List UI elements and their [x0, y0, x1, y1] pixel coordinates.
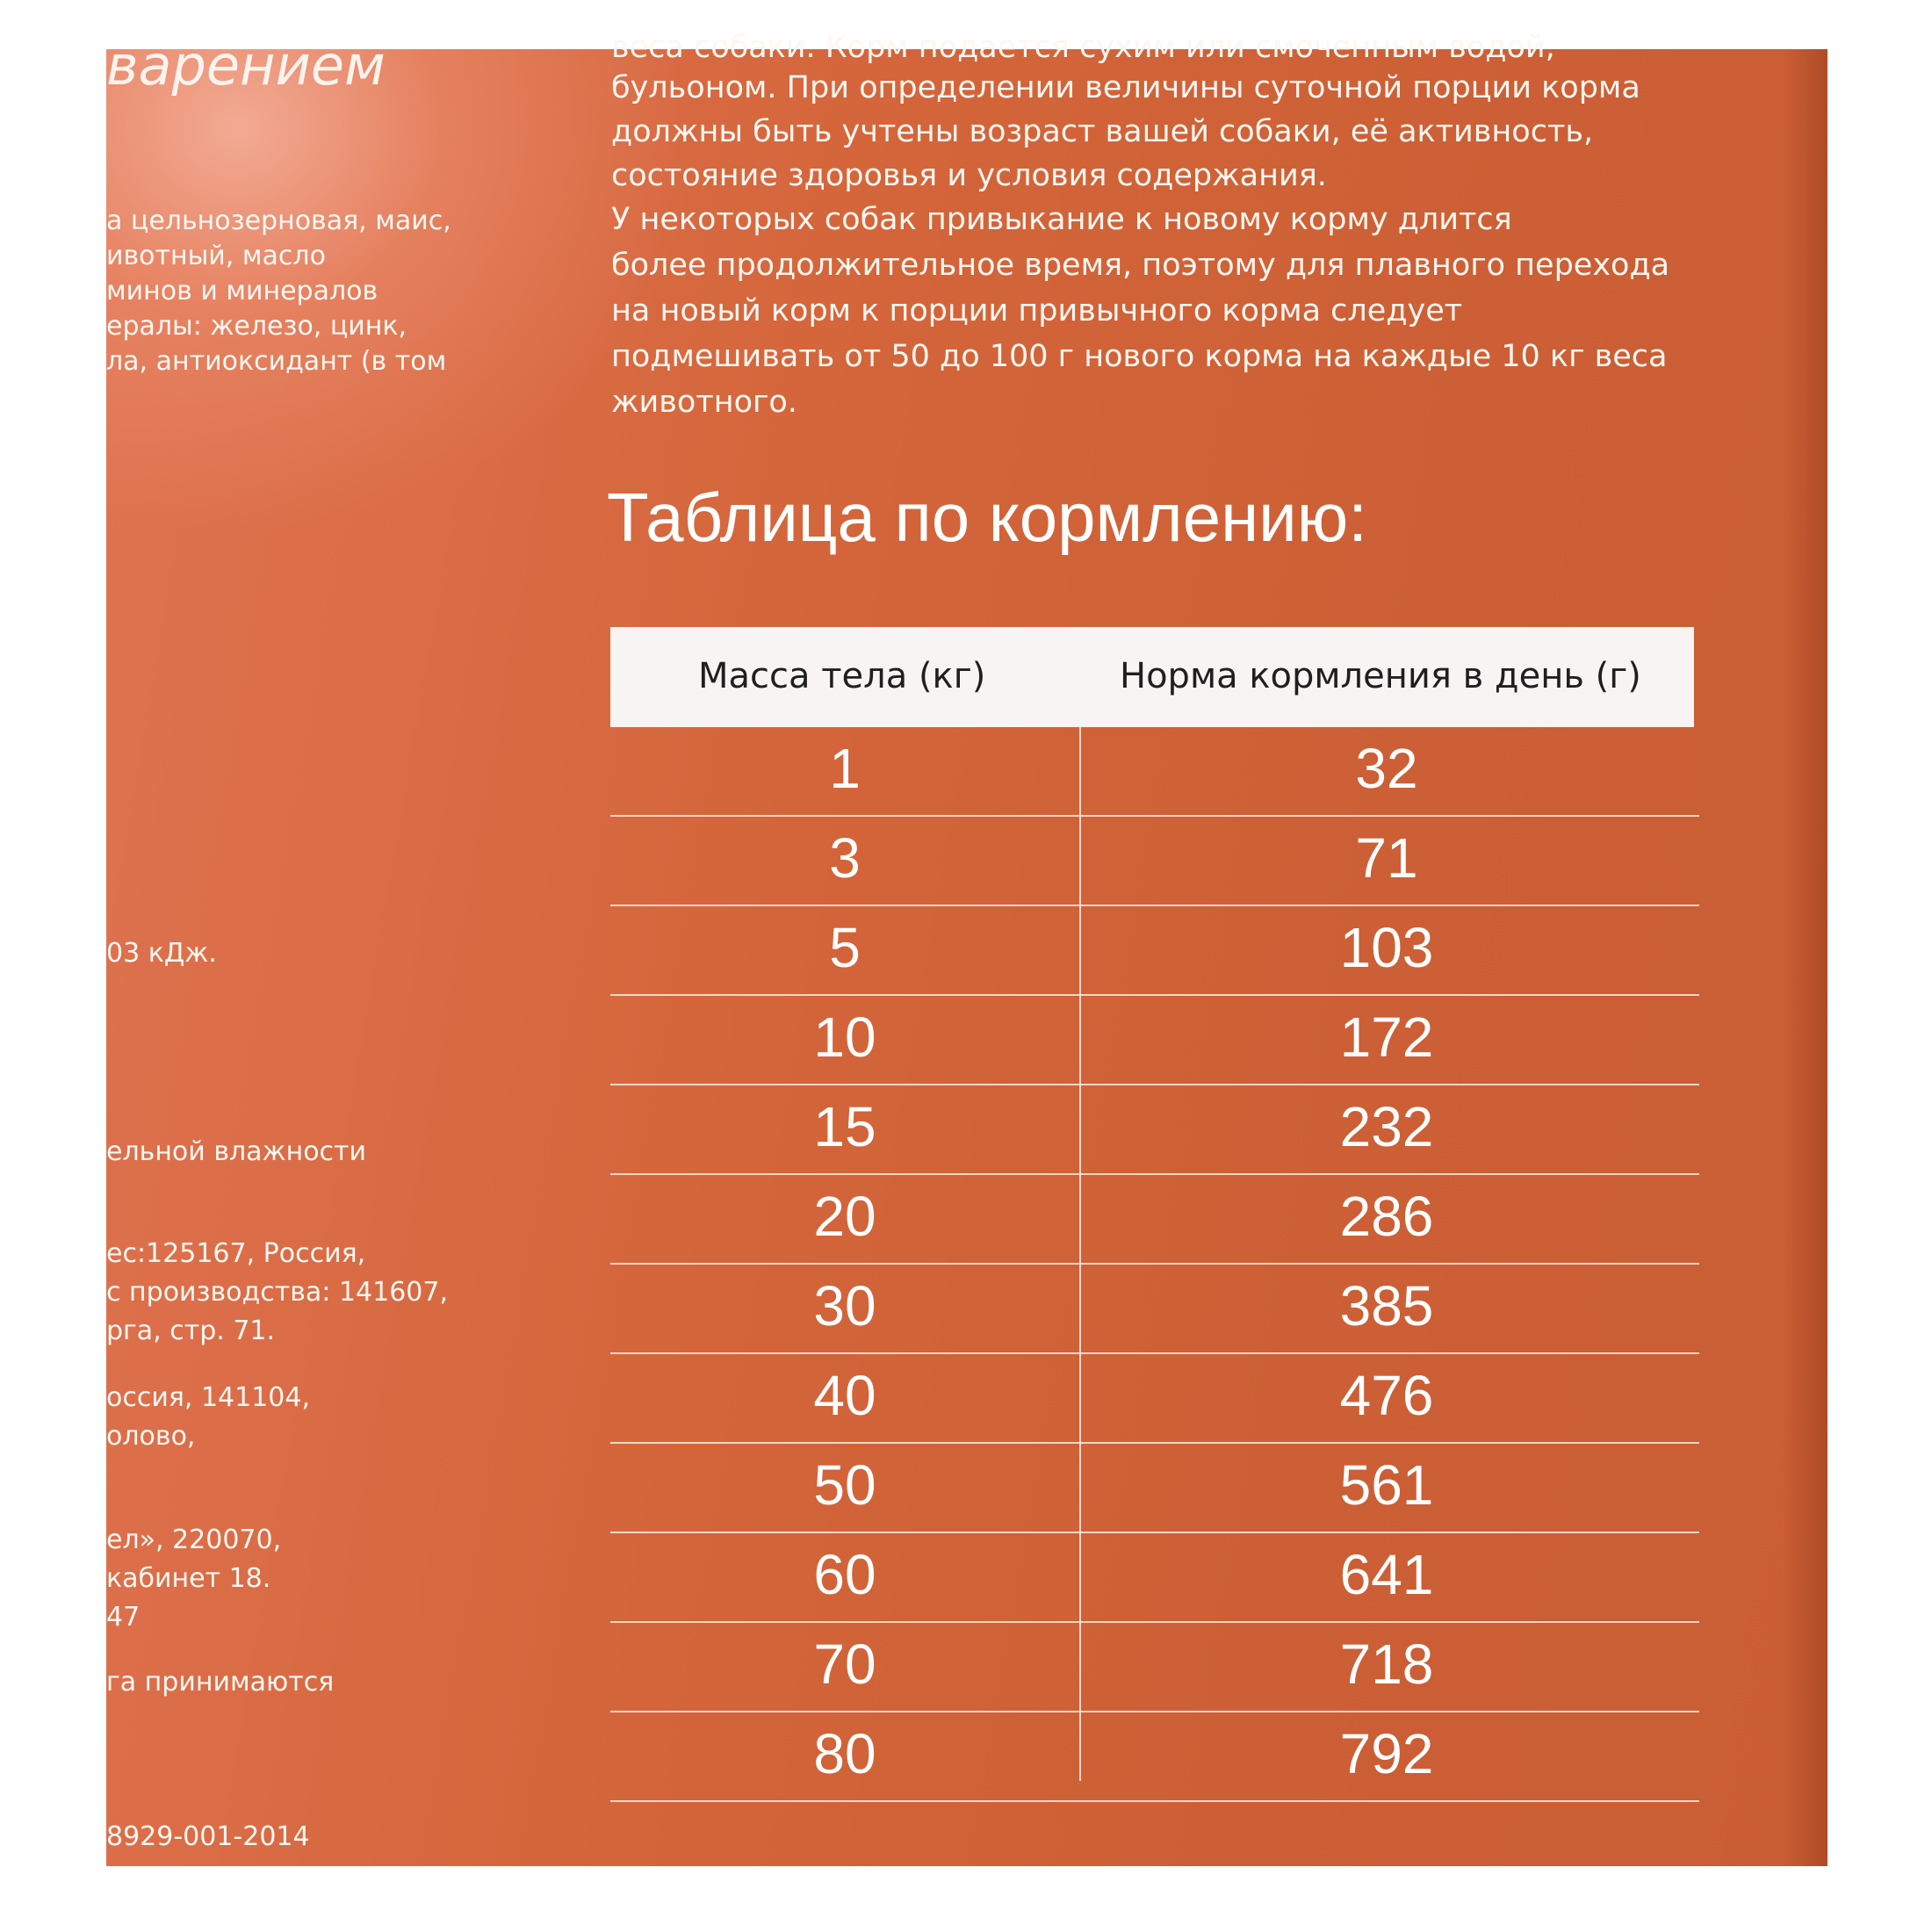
left-text-fragment: 03 кДж.: [106, 938, 217, 969]
body-mass-cell: 20: [813, 1185, 876, 1248]
description-line: подмешивать от 50 до 100 г нового корма на каждые 10 кг веса: [611, 339, 1668, 374]
description-line: веса собаки. Корм подается сухим или смоченным водой,: [611, 30, 1555, 65]
description-line: на новый корм к порции привычного корма следует: [611, 293, 1463, 328]
table-row: [610, 1175, 1699, 1265]
left-text-fragment: а цельнозерновая, маис,: [106, 205, 451, 236]
left-text-fragment: рга, стр. 71.: [106, 1316, 276, 1346]
body-mass-cell: 50: [813, 1453, 876, 1517]
feeding-table-body: [610, 727, 1699, 1802]
daily-norm-cell: 561: [1339, 1453, 1434, 1517]
body-mass-cell: 60: [813, 1543, 876, 1606]
body-mass-cell: 40: [813, 1364, 876, 1427]
left-title-fragment: варением: [106, 33, 386, 97]
description-line: У некоторых собак привыкание к новому корму длится: [611, 202, 1512, 237]
table-row: [610, 1265, 1699, 1354]
left-text-fragment: ел», 220070,: [106, 1525, 282, 1555]
left-text-fragment: ла, антиоксидант (в том: [106, 346, 447, 377]
left-text-fragment: кабинет 18.: [106, 1563, 271, 1594]
daily-norm-cell: 476: [1339, 1364, 1434, 1427]
daily-norm-cell: 641: [1339, 1543, 1434, 1606]
left-text-fragment: ивотный, масло: [106, 241, 326, 271]
body-mass-cell: 80: [813, 1722, 876, 1785]
left-text-fragment: с производства: 141607,: [106, 1277, 449, 1308]
daily-norm-cell: 32: [1355, 737, 1418, 800]
daily-norm-cell: 172: [1339, 1006, 1434, 1069]
left-text-fragment: оссия, 141104,: [106, 1382, 311, 1413]
description-line: состояние здоровья и условия содержания.: [611, 158, 1327, 193]
description-line: животного.: [611, 385, 797, 420]
feeding-table-title: Таблица по кормлению:: [607, 479, 1367, 556]
daily-norm-cell: 286: [1339, 1185, 1434, 1248]
table-row: [610, 906, 1699, 996]
description-line: должны быть учтены возраст вашей собаки, её активность,: [611, 114, 1594, 149]
left-text-fragment: 8929-001-2014: [106, 1821, 310, 1852]
daily-norm-cell: 792: [1339, 1722, 1434, 1785]
body-mass-cell: 3: [829, 826, 861, 890]
table-row: [610, 1712, 1699, 1802]
table-row: [610, 817, 1699, 906]
table-row: [610, 1623, 1699, 1712]
daily-norm-cell: 232: [1339, 1095, 1434, 1158]
left-text-fragment: 47: [106, 1602, 141, 1633]
body-mass-cell: 30: [813, 1274, 876, 1337]
daily-norm-cell: 718: [1339, 1633, 1434, 1696]
table-row: [610, 1444, 1699, 1533]
daily-norm-cell: 385: [1339, 1274, 1434, 1337]
left-text-fragment: ералы: железо, цинк,: [106, 311, 407, 342]
daily-norm-cell: 103: [1339, 916, 1434, 979]
feeding-table-header: [610, 627, 1694, 727]
left-text-fragment: олово,: [106, 1421, 196, 1452]
table-row: [610, 1085, 1699, 1175]
body-mass-cell: 10: [813, 1006, 876, 1069]
left-text-fragment: ес:125167, Россия,: [106, 1238, 366, 1269]
body-mass-cell: 1: [829, 737, 861, 800]
body-mass-cell: 15: [813, 1095, 876, 1158]
left-text-fragment: га принимаются: [106, 1667, 335, 1698]
table-row: [610, 996, 1699, 1085]
left-text-fragment: ельной влажности: [106, 1136, 367, 1167]
description-line: более продолжительное время, поэтому для плавного перехода: [611, 248, 1670, 283]
body-mass-cell: 70: [813, 1633, 876, 1696]
package-background: [106, 30, 1827, 1866]
daily-norm-cell: 71: [1355, 826, 1418, 890]
body-mass-cell: 5: [829, 916, 861, 979]
header-daily-norm: Норма кормления в день (г): [1120, 656, 1641, 696]
header-body-mass: Масса тела (кг): [698, 656, 986, 696]
description-line: бульоном. При определении величины суточной порции корма: [611, 70, 1640, 105]
table-row: [610, 727, 1699, 817]
table-row: [610, 1354, 1699, 1444]
table-row: [610, 1533, 1699, 1623]
left-text-fragment: минов и минералов: [106, 276, 378, 306]
